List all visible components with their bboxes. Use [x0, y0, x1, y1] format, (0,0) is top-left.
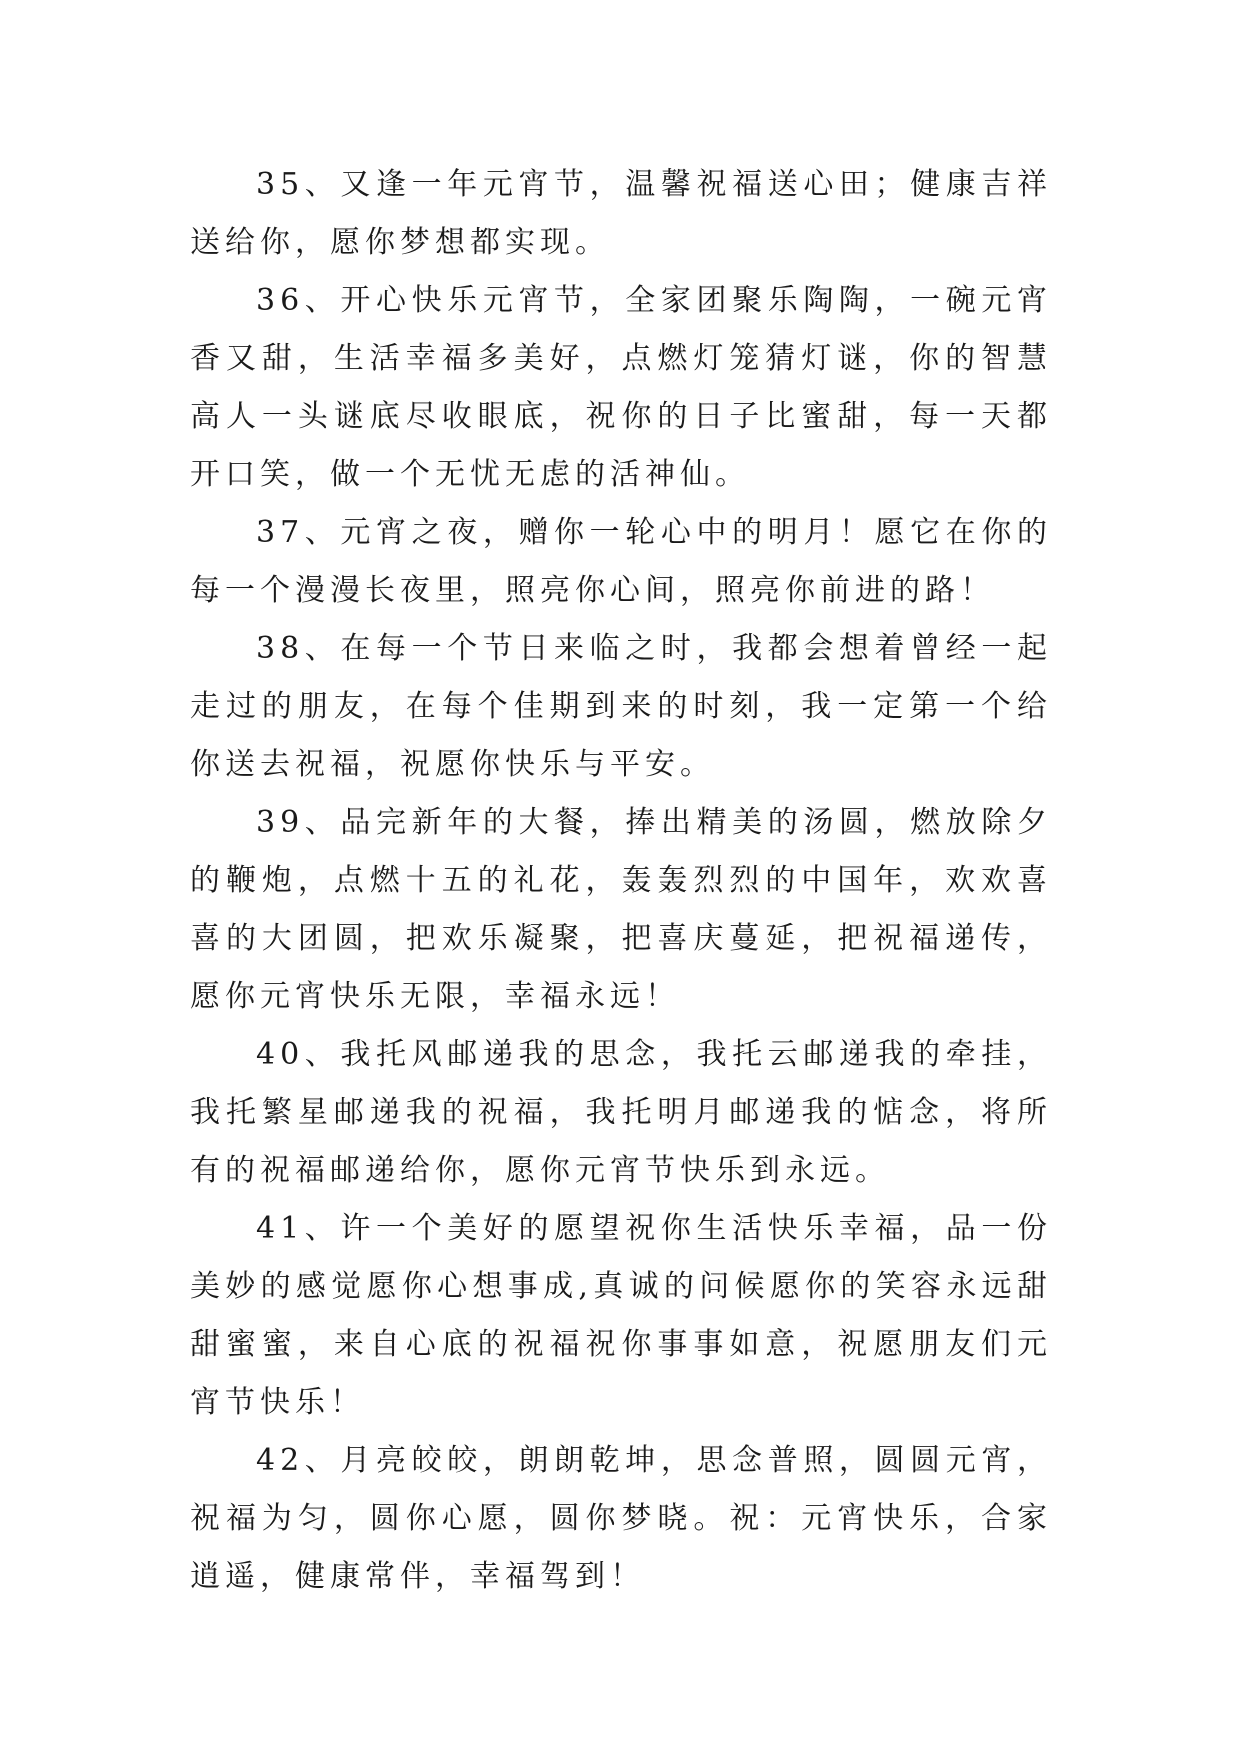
- paragraph-36: 36、开心快乐元宵节，全家团聚乐陶陶，一碗元宵香又甜，生活幸福多美好，点燃灯笼猜灯谜，你的智慧高人一头谜底尽收眼底，祝你的日子比蜜甜，每一天都开口笑，做一个无忧无虑的活神仙。: [190, 283, 1052, 492]
- document-body: [190, 156, 1052, 1606]
- paragraph-40: 40、我托风邮递我的思念，我托云邮递我的牵挂，我托繁星邮递我的祝福，我托明月邮递我的惦念，将所有的祝福邮递给你，愿你元宵节快乐到永远。: [190, 1037, 1052, 1188]
- paragraph-37: 37、元宵之夜，赠你一轮心中的明月！愿它在你的每一个漫漫长夜里，照亮你心间，照亮你前进的路！: [190, 515, 1052, 608]
- paragraph-35: 35、又逢一年元宵节，温馨祝福送心田；健康吉祥送给你，愿你梦想都实现。: [190, 167, 1052, 260]
- paragraph-41: 41、许一个美好的愿望祝你生活快乐幸福，品一份美妙的感觉愿你心想事成,真诚的问候愿你的笑容永远甜甜蜜蜜，来自心底的祝福祝你事事如意，祝愿朋友们元宵节快乐！: [190, 1211, 1052, 1420]
- paragraph-39: 39、品完新年的大餐，捧出精美的汤圆，燃放除夕的鞭炮，点燃十五的礼花，轰轰烈烈的中国年，欢欢喜喜的大团圆，把欢乐凝聚，把喜庆蔓延，把祝福递传，愿你元宵快乐无限，幸福永远！: [190, 805, 1052, 1014]
- paragraph-42: 42、月亮皎皎，朗朗乾坤，思念普照，圆圆元宵，祝福为匀，圆你心愿，圆你梦晓。祝：元宵快乐，合家逍遥，健康常伴，幸福驾到！: [190, 1443, 1052, 1594]
- paragraph-38: 38、在每一个节日来临之时，我都会想着曾经一起走过的朋友，在每个佳期到来的时刻，我一定第一个给你送去祝福，祝愿你快乐与平安。: [190, 631, 1052, 782]
